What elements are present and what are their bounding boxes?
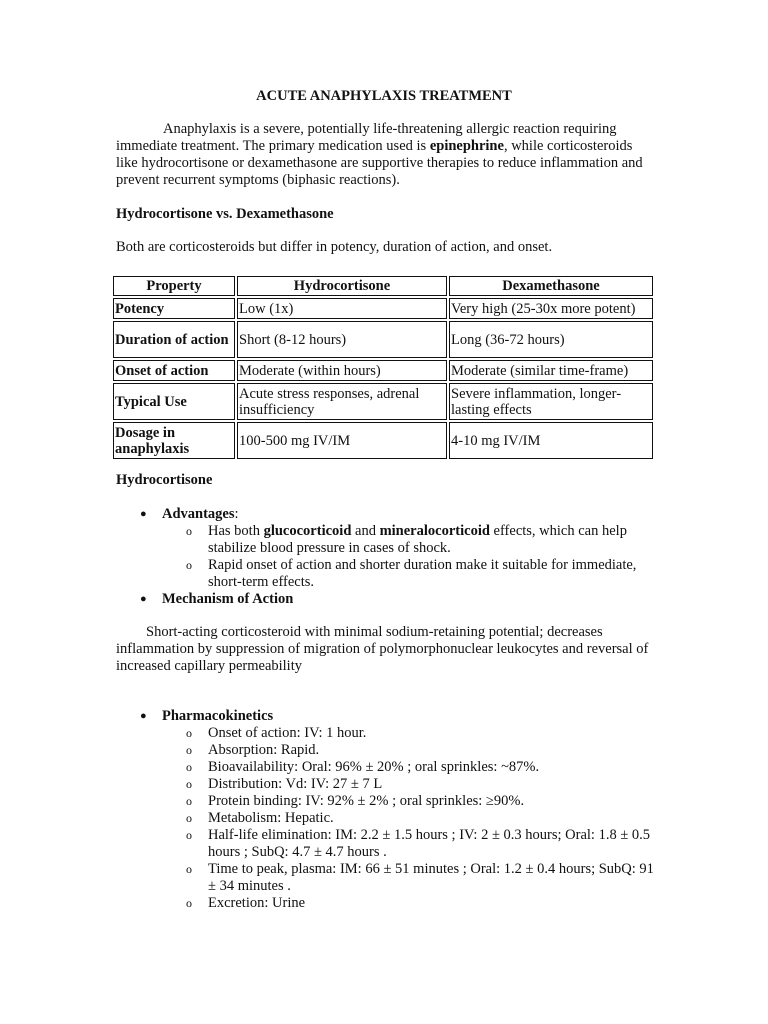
pk-item-text: Onset of action: IV: 1 hour. xyxy=(208,725,367,741)
table-cell: 100-500 mg IV/IM xyxy=(237,422,447,459)
adv-text: Rapid onset of action and shorter duration make it suitable for immediate, short-term effects. xyxy=(208,557,637,590)
table-cell: Moderate (within hours) xyxy=(237,360,447,381)
intro-text-2: , while corticosteroids like hydrocortisone or dexamethasone are supportive therapies to reduce inflammation and prevent recurrent symptoms (biphasic reactions). xyxy=(116,138,643,188)
mechanism-paragraph: Short-acting corticosteroid with minimal sodium-retaining potential; decreases inflammation by suppression of migration of polymorphonuclear leukocytes and reversal of increased capillary permeability xyxy=(116,624,649,674)
table-cell: 4-10 mg IV/IM xyxy=(449,422,653,459)
table-header-cell: Hydrocortisone xyxy=(237,276,447,296)
table-cell: Long (36-72 hours) xyxy=(449,321,653,358)
adv-text: and xyxy=(351,523,380,539)
bullet-icon: ● xyxy=(140,710,147,722)
bullet-icon: ● xyxy=(140,508,147,520)
advantages-list xyxy=(116,506,656,608)
circle-bullet-icon: o xyxy=(186,794,192,808)
table-cell: Low (1x) xyxy=(237,298,447,319)
circle-bullet-icon: o xyxy=(186,777,192,791)
intro-text-1: Anaphylaxis is a severe, potentially life-threatening allergic reaction requiring immediate treatment. The primary medication used is xyxy=(116,121,617,154)
advantages-sublist xyxy=(162,523,656,591)
list-item xyxy=(162,742,656,759)
list-item xyxy=(162,861,656,895)
advantages-label: Advantages xyxy=(162,506,235,522)
circle-bullet-icon: o xyxy=(186,862,192,876)
list-item xyxy=(162,810,656,827)
table-cell-property: Typical Use xyxy=(113,383,235,420)
table-row xyxy=(113,422,653,459)
list-item xyxy=(162,725,656,742)
pk-item-text: Protein binding: IV: 92% ± 2% ; oral sprinkles: ≥90%. xyxy=(208,793,525,809)
list-item xyxy=(162,523,656,557)
circle-bullet-icon: o xyxy=(186,760,192,774)
comparison-heading: Hydrocortisone vs. Dexamethasone xyxy=(116,206,334,222)
table-cell-property: Potency xyxy=(113,298,235,319)
adv-text: effects, which can help stabilize blood pressure in cases of shock. xyxy=(208,523,627,556)
advantages-colon: : xyxy=(234,506,239,522)
table-cell: Moderate (similar time-frame) xyxy=(449,360,653,381)
circle-bullet-icon: o xyxy=(186,558,192,572)
pk-item-text: Half-life elimination: IM: 2.2 ± 1.5 hours ; IV: 2 ± 0.3 hours; Oral: 1.8 ± 0.5 hours ; SubQ: 4.7 ± 4.7 hours . xyxy=(208,827,651,860)
mechanism-label: Mechanism of Action xyxy=(162,591,294,607)
pharmacokinetics-sublist xyxy=(162,725,656,912)
pk-item-text: Excretion: Urine xyxy=(208,895,306,911)
list-item xyxy=(116,708,656,912)
bullet-icon: ● xyxy=(140,593,147,605)
list-item xyxy=(162,557,656,591)
list-item xyxy=(162,776,656,793)
table-row xyxy=(113,360,653,381)
list-item xyxy=(162,793,656,810)
pharmacokinetics-list xyxy=(116,708,656,912)
pharmacokinetics-label: Pharmacokinetics xyxy=(162,708,274,724)
list-item xyxy=(116,506,656,591)
adv-bold-mineralocorticoid: mineralocorticoid xyxy=(379,523,490,539)
table-cell-property: Dosage in anaphylaxis xyxy=(113,422,235,459)
circle-bullet-icon: o xyxy=(186,811,192,825)
intro-bold-epinephrine: epinephrine xyxy=(429,138,504,154)
table-header-cell: Property xyxy=(113,276,235,296)
pk-item-text: Distribution: Vd: IV: 27 ± 7 L xyxy=(208,776,383,792)
hydrocortisone-heading: Hydrocortisone xyxy=(116,472,213,488)
table-cell: Acute stress responses, adrenal insufficiency xyxy=(237,383,447,420)
list-item xyxy=(162,895,656,912)
pk-item-text: Absorption: Rapid. xyxy=(208,742,320,758)
circle-bullet-icon: o xyxy=(186,828,192,842)
table-cell-property: Duration of action xyxy=(113,321,235,358)
table-header-cell: Dexamethasone xyxy=(449,276,653,296)
pk-item-text: Time to peak, plasma: IM: 66 ± 51 minutes ; Oral: 1.2 ± 0.4 hours; SubQ: 91 ± 34 minutes . xyxy=(208,861,654,894)
table-cell: Severe inflammation, longer-lasting effects xyxy=(449,383,653,420)
table-header-row xyxy=(113,276,653,296)
table-row xyxy=(113,321,653,358)
table-row xyxy=(113,298,653,319)
document-title: ACUTE ANAPHYLAXIS TREATMENT xyxy=(256,88,512,104)
circle-bullet-icon: o xyxy=(186,743,192,757)
table-cell-property: Onset of action xyxy=(113,360,235,381)
list-item xyxy=(162,759,656,776)
circle-bullet-icon: o xyxy=(186,524,192,538)
intro-paragraph xyxy=(116,121,656,189)
table-row xyxy=(113,383,653,420)
circle-bullet-icon: o xyxy=(186,726,192,740)
list-item xyxy=(162,827,656,861)
advantages-section xyxy=(116,506,656,608)
comparison-table xyxy=(111,274,655,461)
list-item xyxy=(116,591,656,608)
pk-item-text: Metabolism: Hepatic. xyxy=(208,810,334,826)
adv-text: Has both xyxy=(208,523,264,539)
pk-item-text: Bioavailability: Oral: 96% ± 20% ; oral sprinkles: ~87%. xyxy=(208,759,540,775)
table-cell: Short (8-12 hours) xyxy=(237,321,447,358)
circle-bullet-icon: o xyxy=(186,896,192,910)
table-cell: Very high (25-30x more potent) xyxy=(449,298,653,319)
pharmacokinetics-section xyxy=(116,708,656,912)
adv-bold-glucocorticoid: glucocorticoid xyxy=(263,523,352,539)
comparison-intro: Both are corticosteroids but differ in potency, duration of action, and onset. xyxy=(116,239,553,255)
